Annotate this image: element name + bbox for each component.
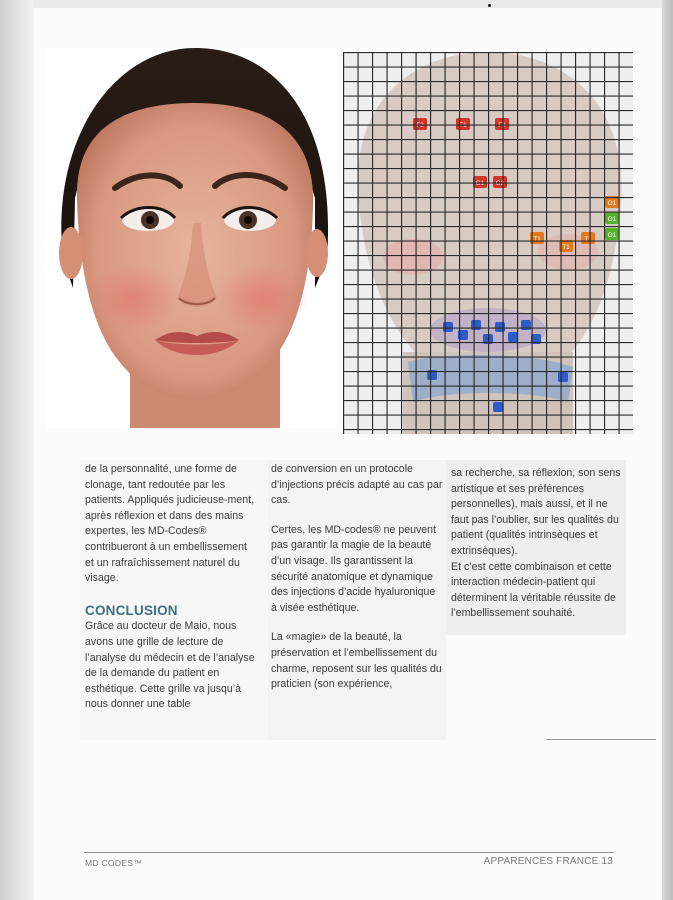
- paragraph: Certes, les MD-codes® ne peuvent pas garantir la magie de la beauté d’un visage. Ils garantissent la sécurité anatomique et dynamique des injections d’acide hyaluronique à visée esthétique.: [271, 523, 437, 614]
- footer-page-label: APPARENCES FRANCE 13: [483, 856, 613, 867]
- paragraph: Et c’est cette combinaison et cette interaction médecin-patient qui déterminent la véritable réussite de l’embellissement souhaité.: [451, 560, 616, 620]
- article-column-3: [451, 466, 627, 622]
- footer-section-label: MD CODES™: [85, 858, 143, 868]
- paragraph: de la personnalité, une forme de clonage, tant redoutée par les patients. Appliqués judicieuse-ment, après réflexion et dans des mains expertes, les MD-Codes® contribueront à un embellissement et un rafraîchissement naturel du visage.: [85, 463, 255, 585]
- footer-divider: [84, 852, 614, 853]
- article-column-2: [271, 462, 443, 693]
- paragraph: sa recherche, sa réflexion, son sens artistique et ses préférences personnelles), mais aussi, et il ne faut pas l’oublier, sur les qualités du patient (qualités intrinsèques et extrinsèques).: [451, 467, 621, 557]
- md-codes-grid-figure: [343, 52, 633, 434]
- paragraph: de conversion en un protocole d’injections précis adapté au cas par cas.: [271, 463, 443, 507]
- divider: [546, 739, 656, 740]
- section-heading-conclusion: CONCLUSION: [85, 602, 178, 618]
- paragraph: La «magie» de la beauté, la préservation et l’embellissement du charme, reposent sur les qualités du praticien (son expérience,: [271, 631, 442, 691]
- speck: [488, 4, 491, 7]
- binding-shadow: [0, 0, 34, 900]
- paragraph: Grâce au docteur de Maio, nous avons une grille de lecture de l’analyse du médecin et de l’analyse de la demande du patient en esthétique. Cette grille va jusqu’à nous donner une table: [85, 620, 255, 711]
- page-edge: [662, 0, 673, 900]
- face-photo: [45, 48, 338, 428]
- article-column-1: [85, 462, 257, 713]
